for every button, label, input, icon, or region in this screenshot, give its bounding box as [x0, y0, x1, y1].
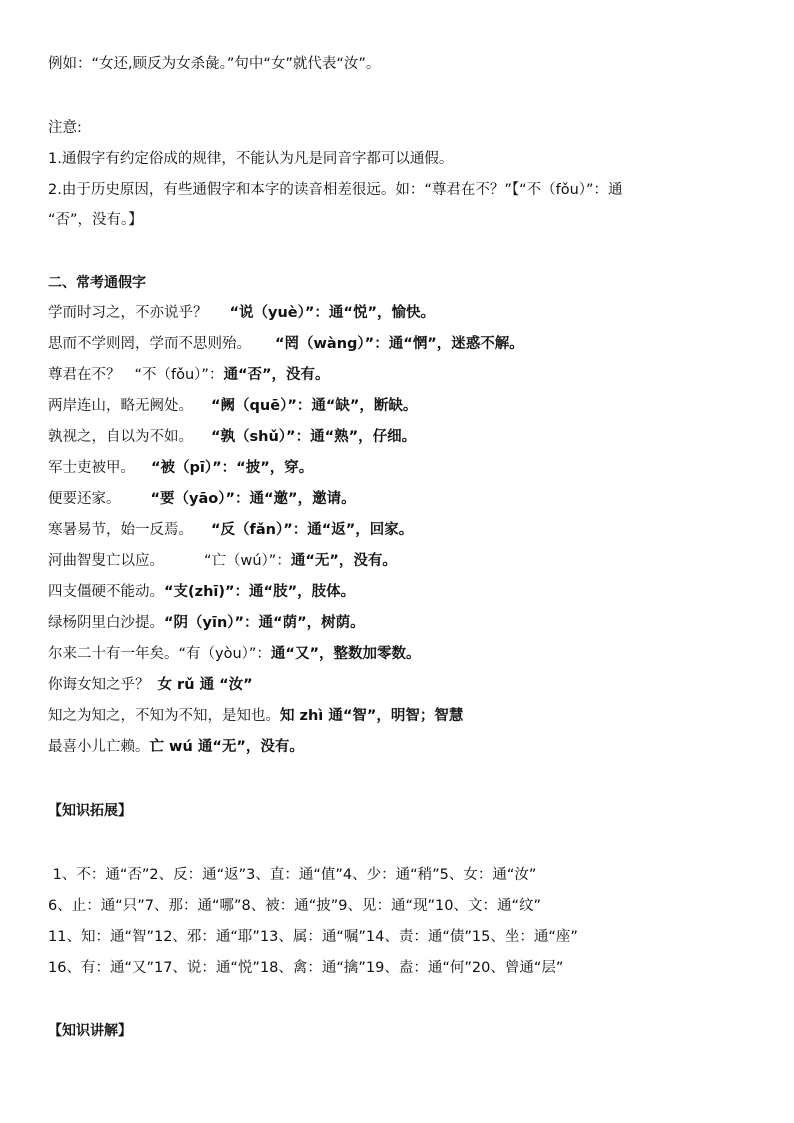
item-gloss: “要（yāo）”：通“邀”，邀请。	[150, 491, 356, 507]
list-item	[48, 520, 754, 540]
item-sentence: 知之为知之，不知为不知，是知也。	[48, 708, 280, 724]
list-item	[48, 303, 754, 323]
list-item	[48, 613, 754, 633]
extension-line-3: 11、知：通“智”12、邪：通“耶”13、属：通“嘱”14、责：通“债”15、坐：通“座”	[48, 929, 578, 945]
item-gloss: 通“又”，整数加零数。	[270, 646, 421, 662]
item-sentence: 两岸连山，略无阙处。	[48, 398, 193, 414]
list-item	[48, 551, 754, 571]
note-item-2: 2.由于历史原因，有些通假字和本字的读音相差很远。如：“尊君在不？”【“不（fǒu）”：通	[48, 182, 623, 198]
item-sentence: 学而时习之，不亦说乎？	[48, 305, 208, 321]
item-gloss: “支(zhī)”：通“肢”，肢体。	[164, 584, 356, 600]
item-sentence: 河曲智叟亡以应。	[48, 553, 164, 569]
list-item	[48, 458, 754, 478]
list-item	[48, 644, 754, 664]
item-sentence: 孰视之，自以为不如。	[48, 429, 193, 445]
item-gloss-plain: “不（fǒu）”：	[134, 367, 224, 383]
item-sentence: 思而不学则罔，学而不思则殆。	[48, 336, 251, 352]
list-item	[48, 489, 754, 509]
item-sentence: 绿杨阴里白沙提。	[48, 615, 164, 631]
item-gloss: “反（fǎn）”：通“返”，回家。	[211, 522, 414, 538]
item-gloss: 通“否”，没有。	[223, 367, 330, 383]
list-item	[48, 365, 754, 385]
list-item	[48, 427, 754, 447]
item-gloss: 知 zhì 通“智”，明智；智慧	[280, 708, 464, 724]
item-gloss: 通“无”，没有。	[290, 553, 397, 569]
section-two-title: 二、常考通假字	[48, 275, 146, 291]
item-gloss: “孰（shǔ）”：通“熟”，仔细。	[211, 429, 417, 445]
item-sentence: 便要还家。	[48, 491, 121, 507]
item-sentence: 寒暑易节，始一反焉。	[48, 522, 193, 538]
item-sentence: 四支僵硬不能动。	[48, 584, 164, 600]
item-sentence: 尔来二十有一年矣。	[48, 646, 179, 662]
item-sentence: 军士吏被甲。	[48, 460, 135, 476]
item-sentence: 你诲女知之乎？	[48, 677, 150, 693]
note-item-2-continued: “否”，没有。】	[48, 212, 143, 228]
explanation-title: 【知识讲解】	[48, 1023, 132, 1039]
item-gloss: “被（pī）”：“披”，穿。	[151, 460, 314, 476]
extension-line-2: 6、止：通“只”7、那：通“哪”8、被：通“披”9、见：通“现”10、文：通“纹”	[48, 898, 541, 914]
list-item	[48, 582, 754, 602]
note-item-1: 1.通假字有约定俗成的规律，不能认为凡是同音字都可以通假。	[48, 151, 454, 167]
item-gloss: “说（yuè）”：通“悦”，愉快。	[229, 305, 435, 321]
item-sentence: 尊君在不？	[48, 367, 121, 383]
item-gloss: 亡 wú 通“无”，没有。	[149, 739, 304, 755]
item-gloss: “阙（quē）”：通“缺”，断缺。	[211, 398, 418, 414]
extension-line-4: 16、有：通“又”17、说：通“悦”18、禽：通“擒”19、盍：通“何”20、曾通“层”	[48, 960, 564, 976]
item-gloss: “阴（yīn）”：通“荫”，树荫。	[164, 615, 365, 631]
extension-title: 【知识拓展】	[48, 803, 132, 819]
item-sentence: 最喜小儿亡赖。	[48, 739, 150, 755]
item-gloss: 女 rǔ 通 “汝”	[157, 677, 253, 693]
note-title: 注意:	[48, 120, 82, 136]
list-item	[48, 675, 754, 695]
intro-example: 例如：“女还,顾反为女杀彘。”句中“女”就代表“汝”。	[48, 56, 381, 72]
list-item	[48, 737, 754, 757]
item-gloss-plain: “有（yòu）”：	[178, 646, 271, 662]
list-item	[48, 706, 754, 726]
item-gloss-plain: “亡（wú）”：	[204, 553, 291, 569]
item-gloss: “罔（wàng）”：通“惘”，迷惑不解。	[275, 336, 524, 352]
list-item	[48, 396, 754, 416]
extension-line-1: 1、不：通“否”2、反：通“返”3、直：通“值”4、少：通“稍”5、女：通“汝”	[48, 867, 537, 883]
list-item	[48, 334, 754, 354]
